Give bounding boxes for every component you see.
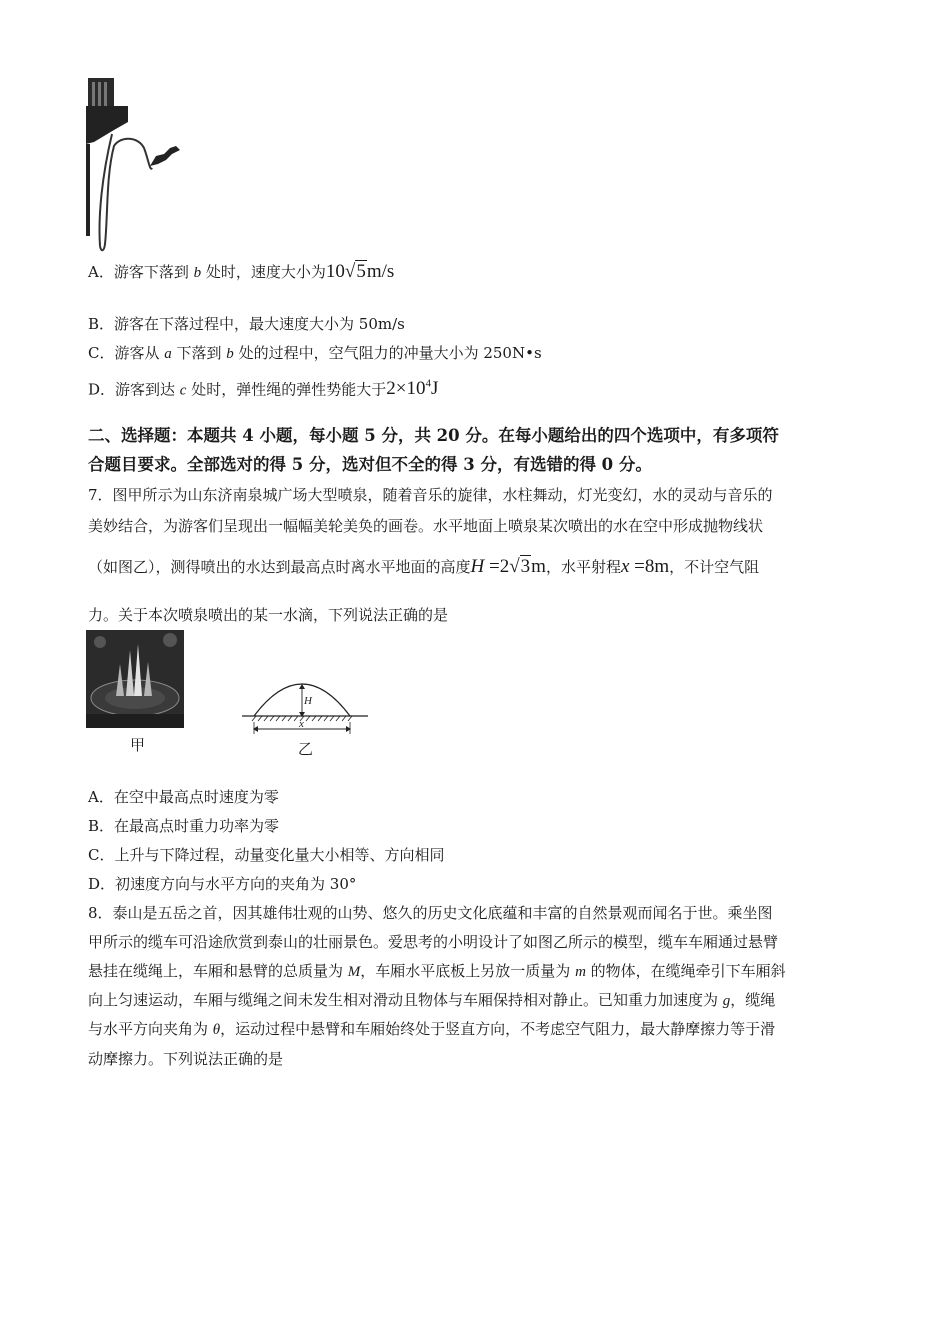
q6-option-d: D．游客到达 c 处时，弹性绳的弹性势能大于$2\times 10^4J$ — [88, 378, 439, 400]
jumper-figure — [150, 146, 180, 166]
bungee-jump-figure — [84, 76, 194, 254]
q6-option-a: A．游客下落到 b 处时，速度大小为10√5m/s — [88, 261, 395, 282]
platform-body — [86, 106, 128, 144]
figure-jia-caption: 甲 — [130, 736, 146, 754]
q8-line1: 8．泰山是五岳之首，因其雄伟壮观的山势、悠久的历史文化底蕴和丰富的自然景观而闻名于世。乘坐图 — [88, 904, 773, 922]
q7-line1: 7．图甲所示为山东济南泉城广场大型喷泉，随着音乐的旋律，水柱舞动，灯光变幻，水的灵动与音乐的 — [88, 486, 773, 504]
q7-line4: 力。关于本次喷泉喷出的某一水滴，下列说法正确的是 — [88, 606, 449, 624]
math-range: x =8m — [620, 556, 670, 577]
math-energy: $2\times 10^4J$ — [386, 378, 439, 400]
q7-line3: （如图乙），测得喷出的水达到最高点时离水平地面的高度H =2√3m，水平射程x =8m，不计空气阻 — [88, 556, 760, 577]
q8-line5: 与水平方向夹角为 θ，运动过程中悬臂和车厢始终处于竖直方向，不考虑空气阻力，最大静摩擦力等于滑 — [88, 1020, 776, 1038]
q8-line3: 悬挂在缆绳上，车厢和悬臂的总质量为 M，车厢水平底板上另放一质量为 m 的物体，在缆绳牵引下车厢斜 — [88, 962, 786, 980]
q8-line2: 甲所示的缆车可沿途欣赏到泰山的壮丽景色。爱思考的小明设计了如图乙所示的模型，缆车车厢通过悬臂 — [88, 933, 779, 951]
bungee-cord — [100, 134, 153, 250]
height-label: H — [304, 695, 312, 707]
q6-option-b: B．游客在下落过程中，最大速度大小为 50m/s — [88, 315, 405, 333]
q6-option-c: C．游客从 a 下落到 b 处的过程中，空气阻力的冲量大小为 250N•s — [88, 344, 542, 362]
q7-option-b: B．在最高点时重力功率为零 — [88, 817, 280, 835]
platform-pillar — [86, 144, 90, 236]
q8-line6: 动摩擦力。下列说法正确的是 — [88, 1050, 284, 1068]
q7-option-c: C．上升与下降过程，动量变化量大小相等、方向相同 — [88, 846, 445, 864]
q7-option-d: D．初速度方向与水平方向的夹角为 30° — [88, 875, 357, 893]
math-speed: 10√5m/s — [325, 261, 395, 282]
q7-line2: 美妙结合，为游客们呈现出一幅幅美轮美奂的画卷。水平地面上喷泉某次喷出的水在空中形成抛物线状 — [88, 517, 764, 535]
q8-line4: 向上匀速运动，车厢与缆绳之间未发生相对滑动且物体与车厢保持相对静止。已知重力加速度为 g，缆绳 — [88, 991, 776, 1009]
section2-heading-line1: 二、选择题：本题共 4 小题，每小题 5 分，共 20 分。在每小题给出的四个选项中，有多项符 — [88, 426, 779, 445]
section2-heading-line2: 合题目要求。全部选对的得 5 分，选对但不全的得 3 分，有选错的得 0 分。 — [88, 455, 652, 474]
parabola-diagram — [240, 672, 370, 742]
range-label: x — [299, 718, 304, 730]
figure-yi-caption: 乙 — [298, 740, 314, 758]
fountain-photo — [86, 630, 184, 728]
q7-option-a: A．在空中最高点时速度为零 — [88, 788, 279, 806]
math-height: H =2√3m — [470, 556, 546, 577]
